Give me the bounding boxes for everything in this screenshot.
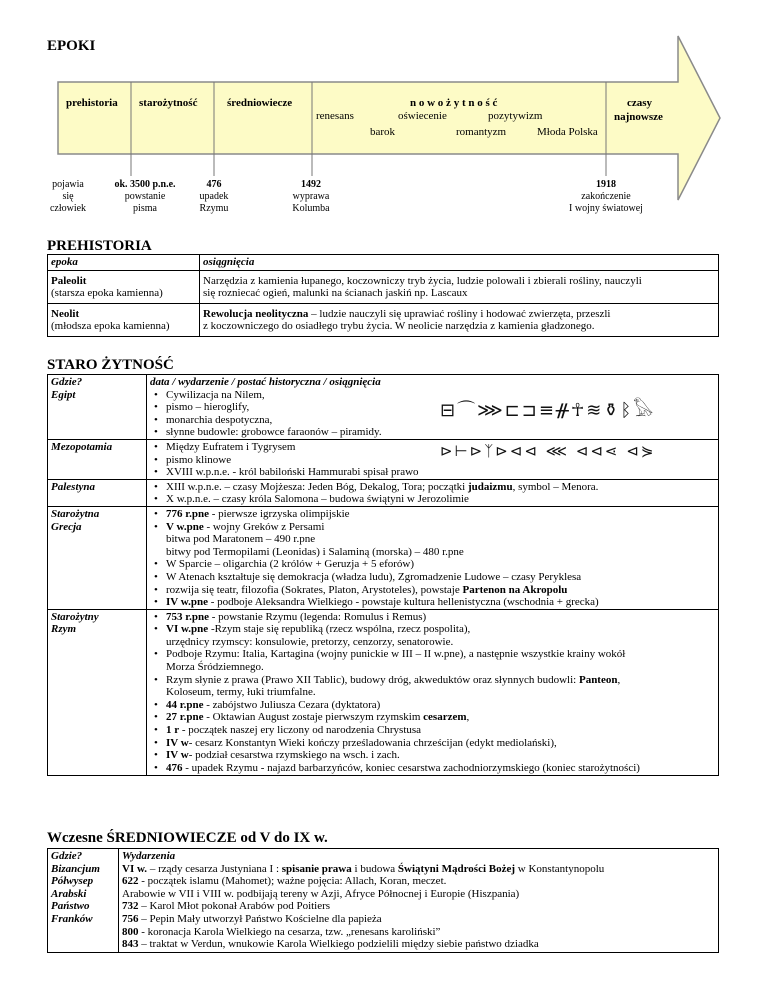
list-item: • IV w.pne - podboje Aleksandra Wielkiego - powstaje kultura hellenistyczna (wschodnia + grecka) xyxy=(150,596,715,609)
era-czasy: czasy xyxy=(627,97,653,109)
list-item: urzędnicy rzymscy: konsulowie, pretorzy, cenzorzy, senatorowie. xyxy=(166,635,454,648)
epoka-cell: Paleolit (starsza epoka kamienna) xyxy=(48,270,200,303)
era-starozytnosc: starożytność xyxy=(139,97,198,109)
hieroglyphs-image: ⊟⌒⋙⊏⊐≡ᚌ☥≋⚱ᛒ𓅃 xyxy=(440,400,656,421)
list-item: • rozwija się teatr, filozofia (Sokrates, Platon, Arystoteles), powstaje Partenon na Akropolu xyxy=(150,584,715,597)
event-row: Arabowie w VII i VIII w. podbijają tereny w Azji, Afryce Północnej i Europie (Hiszpania) xyxy=(122,887,520,900)
event-row: 756 – Pepin Mały utworzył Państwo Kościelne dla papieża xyxy=(122,912,382,925)
sredniowiecze-labels: Gdzie? Bizancjum Półwysep Arabski Państwo Franków xyxy=(48,849,119,953)
cuneiform-image: ⊳⊢⊳ᛉ⊳⊲⊲ ⋘ ⊲⊲⋖ ⊲⋟ xyxy=(440,442,656,460)
osiagniecia-cell: Rewolucja neolityczna – ludzie nauczyli się uprawiać rośliny i hodować zwierzęta, przeszli z koczowniczego do osiadłego trybu życia. W neolicie narzędzia z kamienia gładzonego. xyxy=(200,303,719,336)
sub-barok: barok xyxy=(370,126,396,138)
egipt-content: data / wydarzenie / postać historyczna / osiągnięcia • Cywilizacja na Nilem, • pismo – hieroglify, • monarchia despotyczna, • słynne budowle: grobowce faraonów – piramidy. xyxy=(147,375,719,440)
list-item: • Podboje Rzymu: Italia, Kartagina (wojny punickie w III – II w.pne), a następnie wszystkie krainy wokół xyxy=(150,648,715,661)
label-rzym: Starożytny Rzym xyxy=(48,609,147,776)
section-title-starozytnosc: STARO ŻYTNOŚĆ xyxy=(47,357,174,373)
list-item: • 27 r.pne - Oktawian August zostaje pierwszym rzymskim cesarzem, xyxy=(150,711,715,724)
table-row xyxy=(48,303,719,336)
list-item: • IV w- cesarz Konstantyn Wieki kończy prześladowania chrześcijan (edykt mediolański), xyxy=(150,737,715,750)
grecja-content xyxy=(147,506,719,609)
list-item: • 1 r - początek naszej ery liczony od narodzenia Chrystusa xyxy=(150,724,715,737)
list-item: • W Sparcie – oligarchia (2 królów + Geruzja + 5 eforów) xyxy=(150,558,715,571)
event-upadek-rzymu: 476 upadek Rzymu xyxy=(199,179,229,214)
label-mezopotamia: Mezopotamia xyxy=(48,439,147,479)
list-item: Koloseum, termy, łuki triumfalne. xyxy=(166,686,316,699)
event-row: 843 – traktat w Verdun, wnukowie Karola Wielkiego podzielili między siebie państwo dziadka xyxy=(122,938,539,951)
list-item: • IV w- podział cesarstwa rzymskiego na wsch. i zach. xyxy=(150,749,715,762)
col-header-gdzie: Gdzie? Egipt xyxy=(48,375,147,440)
event-row: 800 - koronacja Karola Wielkiego na cesarza, tzw. „renesans karoliński” xyxy=(122,925,441,938)
table-row xyxy=(48,270,719,303)
era-najnowsze: najnowsze xyxy=(614,111,663,123)
list-item: • V w.pne - wojny Greków z Persami xyxy=(150,521,715,534)
section-title-sredniowiecze: Wczesne ŚREDNIOWIECZE od V do IX w. xyxy=(47,830,328,846)
starozytnosc-table xyxy=(47,374,719,776)
list-item: • pismo klinowe xyxy=(150,454,715,467)
list-item: • pismo – hieroglify, xyxy=(150,401,715,414)
event-koniec-wojny: 1918 zakończenie I wojny światowej xyxy=(569,179,643,214)
sub-romantyzm: romantyzm xyxy=(456,126,507,138)
era-sredniowiecze: średniowiecze xyxy=(227,97,293,109)
event-pojawia-sie-czlowiek: pojawia się człowiek xyxy=(49,179,87,214)
era-prehistoria: prehistoria xyxy=(66,97,118,109)
event-powstanie-pisma: ok. 3500 p.n.e. powstanie pisma xyxy=(114,179,176,214)
label-grecja: Starożytna Grecja xyxy=(48,506,147,609)
sredniowiecze-table xyxy=(47,848,719,953)
event-row: 622 - początek islamu (Mahomet); ważne pojęcia: Allach, Koran, meczet. xyxy=(122,875,447,888)
sredniowiecze-content: Wydarzenia VI w. – rządy cesarza Justyniana I : spisanie prawa i budowa Świątyni Mądrości Bożej w Konstantynopolu 622 - początek islamu (Mahomet); ważne pojęcia: Allach, Koran, meczet. Arabowie w VII i VIII w. podbijają tereny w Azji, Afryce Północnej i Europie (Hiszpania) 732 – Karol Młot pokonał Arabów pod Poitiers 756 – Pepin Mały utworzył Państwo Kościelne dla papieża 800 - koronacja Karola Wielkiego na cesarza, tzw. „renesans karoliński” 843 – traktat w Verdun, wnukowie Karola Wielkiego podzielili między siebie państwo dziadka xyxy=(119,849,719,953)
list-item: • 776 r.pne - pierwsze igrzyska olimpijskie xyxy=(150,508,715,521)
list-item: • VI w.pne -Rzym staje się republiką (rzecz wspólna, rzecz pospolita), xyxy=(150,623,715,636)
page-title: EPOKI xyxy=(47,38,96,54)
list-item: • X w.p.n.e. – czasy króla Salomona – budowa świątyni w Jerozolimie xyxy=(150,493,715,506)
palestyna-content xyxy=(147,479,719,506)
col-header-epoka: epoka xyxy=(48,255,200,271)
list-item: • monarchia despotyczna, xyxy=(150,414,715,427)
osiagniecia-cell: Narzędzia z kamienia łupanego, koczowniczy tryb życia, ludzie polowali i zbierali rośliny, nauczyli się rozniecać ogień, malunki na ścianach jaskiń np. Lascaux xyxy=(200,270,719,303)
section-title-prehistoria: PREHISTORIA xyxy=(47,238,152,254)
list-item: • Cywilizacja na Nilem, xyxy=(150,389,715,402)
prehistoria-table xyxy=(47,254,719,337)
list-item: • XVIII w.p.n.e. - król babiloński Hammurabi spisał prawo xyxy=(150,466,715,479)
rzym-content xyxy=(147,609,719,776)
list-item: • Między Eufratem i Tygrysem xyxy=(150,441,715,454)
list-item: • słynne budowle: grobowce faraonów – piramidy. xyxy=(150,426,715,439)
sub-mloda-polska: Młoda Polska xyxy=(537,126,598,138)
table-header-row xyxy=(48,255,719,271)
list-item: • 476 - upadek Rzymu - najazd barbarzyńców, koniec cesarstwa zachodniorzymskiego (koniec starożytności) xyxy=(150,762,715,775)
list-item: • Rzym słynie z prawa (Prawo XII Tablic), budowy dróg, akweduktów oraz słynnych budowli: Panteon, xyxy=(150,674,715,687)
event-row: VI w. – rządy cesarza Justyniana I : spisanie prawa i budowa Świątyni Mądrości Bożej w Konstantynopolu xyxy=(122,862,605,875)
list-item: • 753 r.pne - powstanie Rzymu (legenda: Romulus i Remus) xyxy=(150,611,715,624)
col-header-osiagniecia: osiągnięcia xyxy=(200,255,719,271)
event-row: 732 – Karol Młot pokonał Arabów pod Poitiers xyxy=(122,900,331,913)
event-wyprawa-kolumba: 1492 wyprawa Kolumba xyxy=(292,179,330,214)
list-item: Morza Śródziemnego. xyxy=(166,661,264,674)
list-item: bitwy pod Termopilami (Leonidas) i Salaminą (morska) – 480 r.pne xyxy=(166,545,464,558)
list-item: • W Atenach kształtuje się demokracja (władza ludu), Zgromadzenie Ludowe – czasy Peryklesa xyxy=(150,571,715,584)
list-item: • 44 r.pne - zabójstwo Juliusza Cezara (dyktatora) xyxy=(150,699,715,712)
sub-renesans: renesans xyxy=(316,110,354,122)
era-nowozytnosc: n o w o ż y t n o ś ć xyxy=(410,97,498,109)
epoka-cell: Neolit (młodsza epoka kamienna) xyxy=(48,303,200,336)
list-item: • XIII w.p.n.e. – czasy Mojżesza: Jeden Bóg, Dekalog, Tora; początki judaizmu, symbol – Menora. xyxy=(150,481,715,494)
sub-pozytywizm: pozytywizm xyxy=(488,110,543,122)
list-item: bitwa pod Maratonem – 490 r.pne xyxy=(166,533,316,546)
label-palestyna: Palestyna xyxy=(48,479,147,506)
sub-oswiecenie: oświecenie xyxy=(398,110,447,122)
